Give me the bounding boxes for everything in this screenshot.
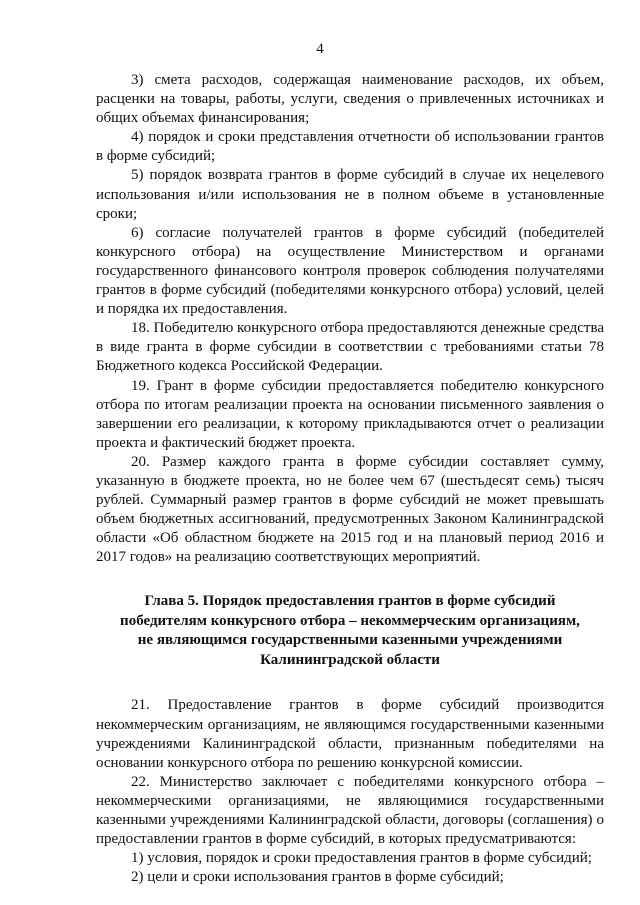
paragraph-19: 19. Грант в форме субсидии предоставляется победителю конкурсного отбора по итогам реализации проекта на основании письменного заявления о завершении его реализации, к которому прикладываются отчет о реализации проекта и фактический бюджет проекта. (96, 377, 604, 451)
chapter-heading-line: победителям конкурсного отбора – некоммерческим организациям, (120, 612, 580, 629)
paragraph-21: 21. Предоставление грантов в форме субсидий производится некоммерческим организациям, не являющимся государственными казенными учреждениями Калининградской области, признанным победителями на основании конкурсного отбора по решению конкурсной комиссии. (96, 697, 604, 771)
chapter-heading-line: Глава 5. Порядок предоставления грантов в форме субсидий (144, 593, 556, 610)
chapter-heading-line: Калининградской области (260, 651, 440, 668)
paragraph-22-item-1: 1) условия, порядок и сроки предоставления грантов в форме субсидий; (131, 850, 592, 867)
paragraph-item-4: 4) порядок и сроки представления отчетности об использовании грантов в форме субсидий; (96, 129, 604, 165)
page-number: 4 (316, 41, 324, 57)
chapter-heading (96, 592, 604, 670)
paragraph-item-6: 6) согласие получателей грантов в форме субсидий (победителей конкурсного отбора) на осуществление Министерством и органами государственного финансового контроля проверок соблюдения получателями грантов в форме субсидий (победителями конкурсного отбора) условий, целей и порядка их предоставления. (96, 224, 604, 318)
document-body (96, 71, 604, 887)
paragraph-22-item-2: 2) цели и сроки использования грантов в форме субсидий; (131, 869, 504, 886)
paragraph-20: 20. Размер каждого гранта в форме субсидии составляет сумму, указанную в бюджете проекта, но не более чем 67 (шестьдесят семь) тысяч рублей. Суммарный размер грантов в форме субсидий не может превышать объем бюджетных ассигнований, предусмотренных Законом Калининградской области «Об областном бюджете на 2015 год и на плановый период 2016 и 2017 годов» на реализацию соответствующих мероприятий. (96, 453, 604, 566)
paragraph-18: 18. Победителю конкурсного отбора предоставляются денежные средства в виде гранта в форме субсидии в соответствии с требованиями статьи 78 Бюджетного кодекса Российской Федерации. (96, 320, 605, 375)
paragraph-item-3: 3) смета расходов, содержащая наименование расходов, их объем, расценки на товары, работы, услуги, сведения о привлеченных источниках и общих объемах финансирования; (96, 72, 604, 127)
chapter-heading-line: не являющимся государственными казенными учреждениями (137, 632, 563, 649)
paragraph-item-5: 5) порядок возврата грантов в форме субсидий в случае их нецелевого использования и/или использования не в полном объеме в установленные сроки; (96, 167, 604, 222)
paragraph-22: 22. Министерство заключает с победителями конкурсного отбора – некоммерческими организациями, не являющимися государственными казенными учреждениями Калининградской области, договоры (соглашения) о предоставлении грантов в форме субсидий, в которых предусматриваются: (96, 773, 604, 848)
